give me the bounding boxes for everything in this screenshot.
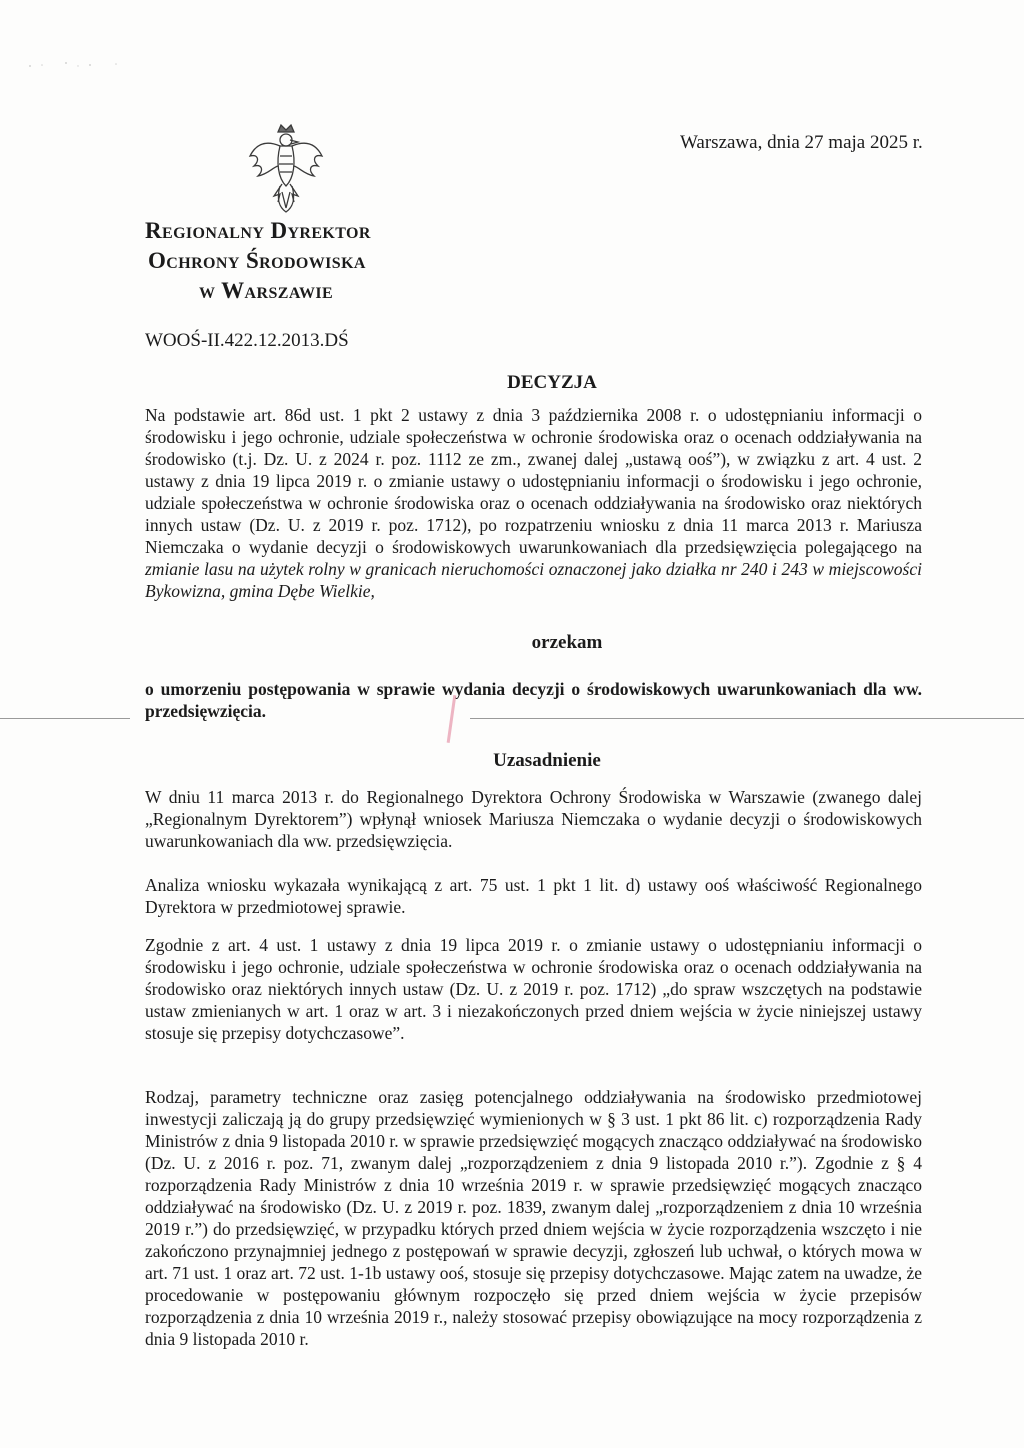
polish-eagle-emblem-icon bbox=[246, 122, 326, 214]
legal-basis-paragraph bbox=[145, 404, 922, 602]
scan-fold-line-right bbox=[470, 718, 1024, 719]
authority-line-3: w Warszawie bbox=[199, 278, 334, 303]
justification-paragraph-4: Rodzaj, parametry techniczne oraz zasięg potencjalnego oddziaływania na środowisko przedmiotowej inwestycji zaliczają ją do grupy przedsięwzięć wymienionych w § 3 ust. 1 pkt 86 lit. c) rozporządzenia Rady Ministrów z dnia 9 listopada 2010 r. w sprawie przedsięwzięć mogących znacząco oddziaływać na środowisko (Dz. U. z 2016 r. poz. 71, zwanym dalej „rozporządzeniem z dnia 9 listopada 2010 r.”). Zgodnie z § 4 rozporządzenia Rady Ministrów z dnia 10 września 2019 r. w sprawie przedsięwzięć mogących znacząco oddziaływać na środowisko (Dz. U. z 2019 r. poz. 1839, zwanym dalej „rozporządzeniem z dnia 10 września 2019 r.”) do przedsięwzięć, w przypadku których przed dniem wejścia w życie rozporządzenia wszczęto i nie zakończono przynajmniej jednego z postępowań w sprawie decyzji, zgłoszeń lub uchwał, o których mowa w art. 71 ust. 1 oraz art. 72 ust. 1-1b ustawy ooś, stosuje się przepisy dotychczasowe. Mając zatem na uwadze, że procedowanie w postępowaniu głównym rozpoczęło się przed dniem wejścia w życie przepisów rozporządzenia z dnia 10 września 2019 r., należy stosować przepisy obowiązujące na mocy rozporządzenia z dnia 9 listopada 2010 r. bbox=[145, 1087, 922, 1349]
authority-line-2: Ochrony Środowiska bbox=[148, 248, 366, 273]
ruling-text: o umorzeniu postępowania w sprawie wydania decyzji o środowiskowych uwarunkowaniach dla ww. przedsięwzięcia. bbox=[145, 679, 922, 721]
justification-paragraph-3: Zgodnie z art. 4 ust. 1 ustawy z dnia 19 lipca 2019 r. o zmianie ustawy o udostępnianiu informacji o środowisku i jego ochronie, udziale społeczeństwa w ochronie środowiska oraz o ocenach oddziaływania na środowisko oraz niektórych innych ustaw (Dz. U. z 2019 r. poz. 1712) „do spraw wszczętych na podstawie ustaw zmienianych w art. 1 oraz w art. 3 i niezakończonych przed dniem wejścia w życie niniejszej ustawy stosuje się przepisy dotychczasowe”. bbox=[145, 935, 922, 1043]
authority-line-1: Regionalny Dyrektor bbox=[145, 218, 371, 243]
justification-paragraph-1: W dniu 11 marca 2013 r. do Regionalnego Dyrektora Ochrony Środowiska w Warszawie (zwanego dalej „Regionalnym Dyrektorem”) wpłynął wniosek Mariusza Niemczaka o wydanie decyzji o środowiskowych uwarunkowaniach dla ww. przedsięwzięcia. bbox=[145, 787, 922, 851]
justification-title: Uzasadnienie bbox=[493, 750, 601, 771]
place-and-date: Warszawa, dnia 27 maja 2025 r. bbox=[680, 132, 923, 153]
scan-fold-line-left bbox=[0, 718, 130, 719]
scan-noise-specks bbox=[20, 60, 140, 70]
case-signature: WOOŚ-II.422.12.2013.DŚ bbox=[145, 330, 349, 351]
ruling-word: orzekam bbox=[531, 632, 603, 653]
decision-title: DECYZJA bbox=[507, 372, 597, 393]
justification-paragraph-2: Analiza wniosku wykazała wynikającą z art. 75 ust. 1 pkt 1 lit. d) ustawy ooś właściwość Regionalnego Dyrektora w przedmiotowej sprawie. bbox=[145, 875, 922, 917]
legal-basis-text: Na podstawie art. 86d ust. 1 pkt 2 ustawy z dnia 3 października 2008 r. o udostępnianiu informacji o środowisku i jego ochronie, udziale społeczeństwa w ochronie środowiska oraz o ocenach oddziaływania na środowisko (t.j. Dz. U. z 2024 r. poz. 1112 ze zm., zwanej dalej „ustawą ooś”), w związku z art. 4 ust. 2 ustawy z dnia 19 lipca 2019 r. o zmianie ustawy o udostępnianiu informacji o środowisku i jego ochronie, udziale społeczeństwa w ochronie środowiska oraz o ocenach oddziaływania na środowisko oraz niektórych innych ustaw (Dz. U. z 2019 r. poz. 1712), po rozpatrzeniu wniosku z dnia 11 marca 2013 r. Mariusza Niemczaka o wydanie decyzji o środowiskowych uwarunkowaniach dla przedsięwzięcia polegającego na bbox=[145, 405, 922, 557]
issuing-authority bbox=[145, 216, 465, 306]
project-description: zmianie lasu na użytek rolny w granicach nieruchomości oznaczonej jako działka nr 240 i 243 w miejscowości Bykowizna, gmina Dębe Wielkie, bbox=[145, 559, 922, 601]
